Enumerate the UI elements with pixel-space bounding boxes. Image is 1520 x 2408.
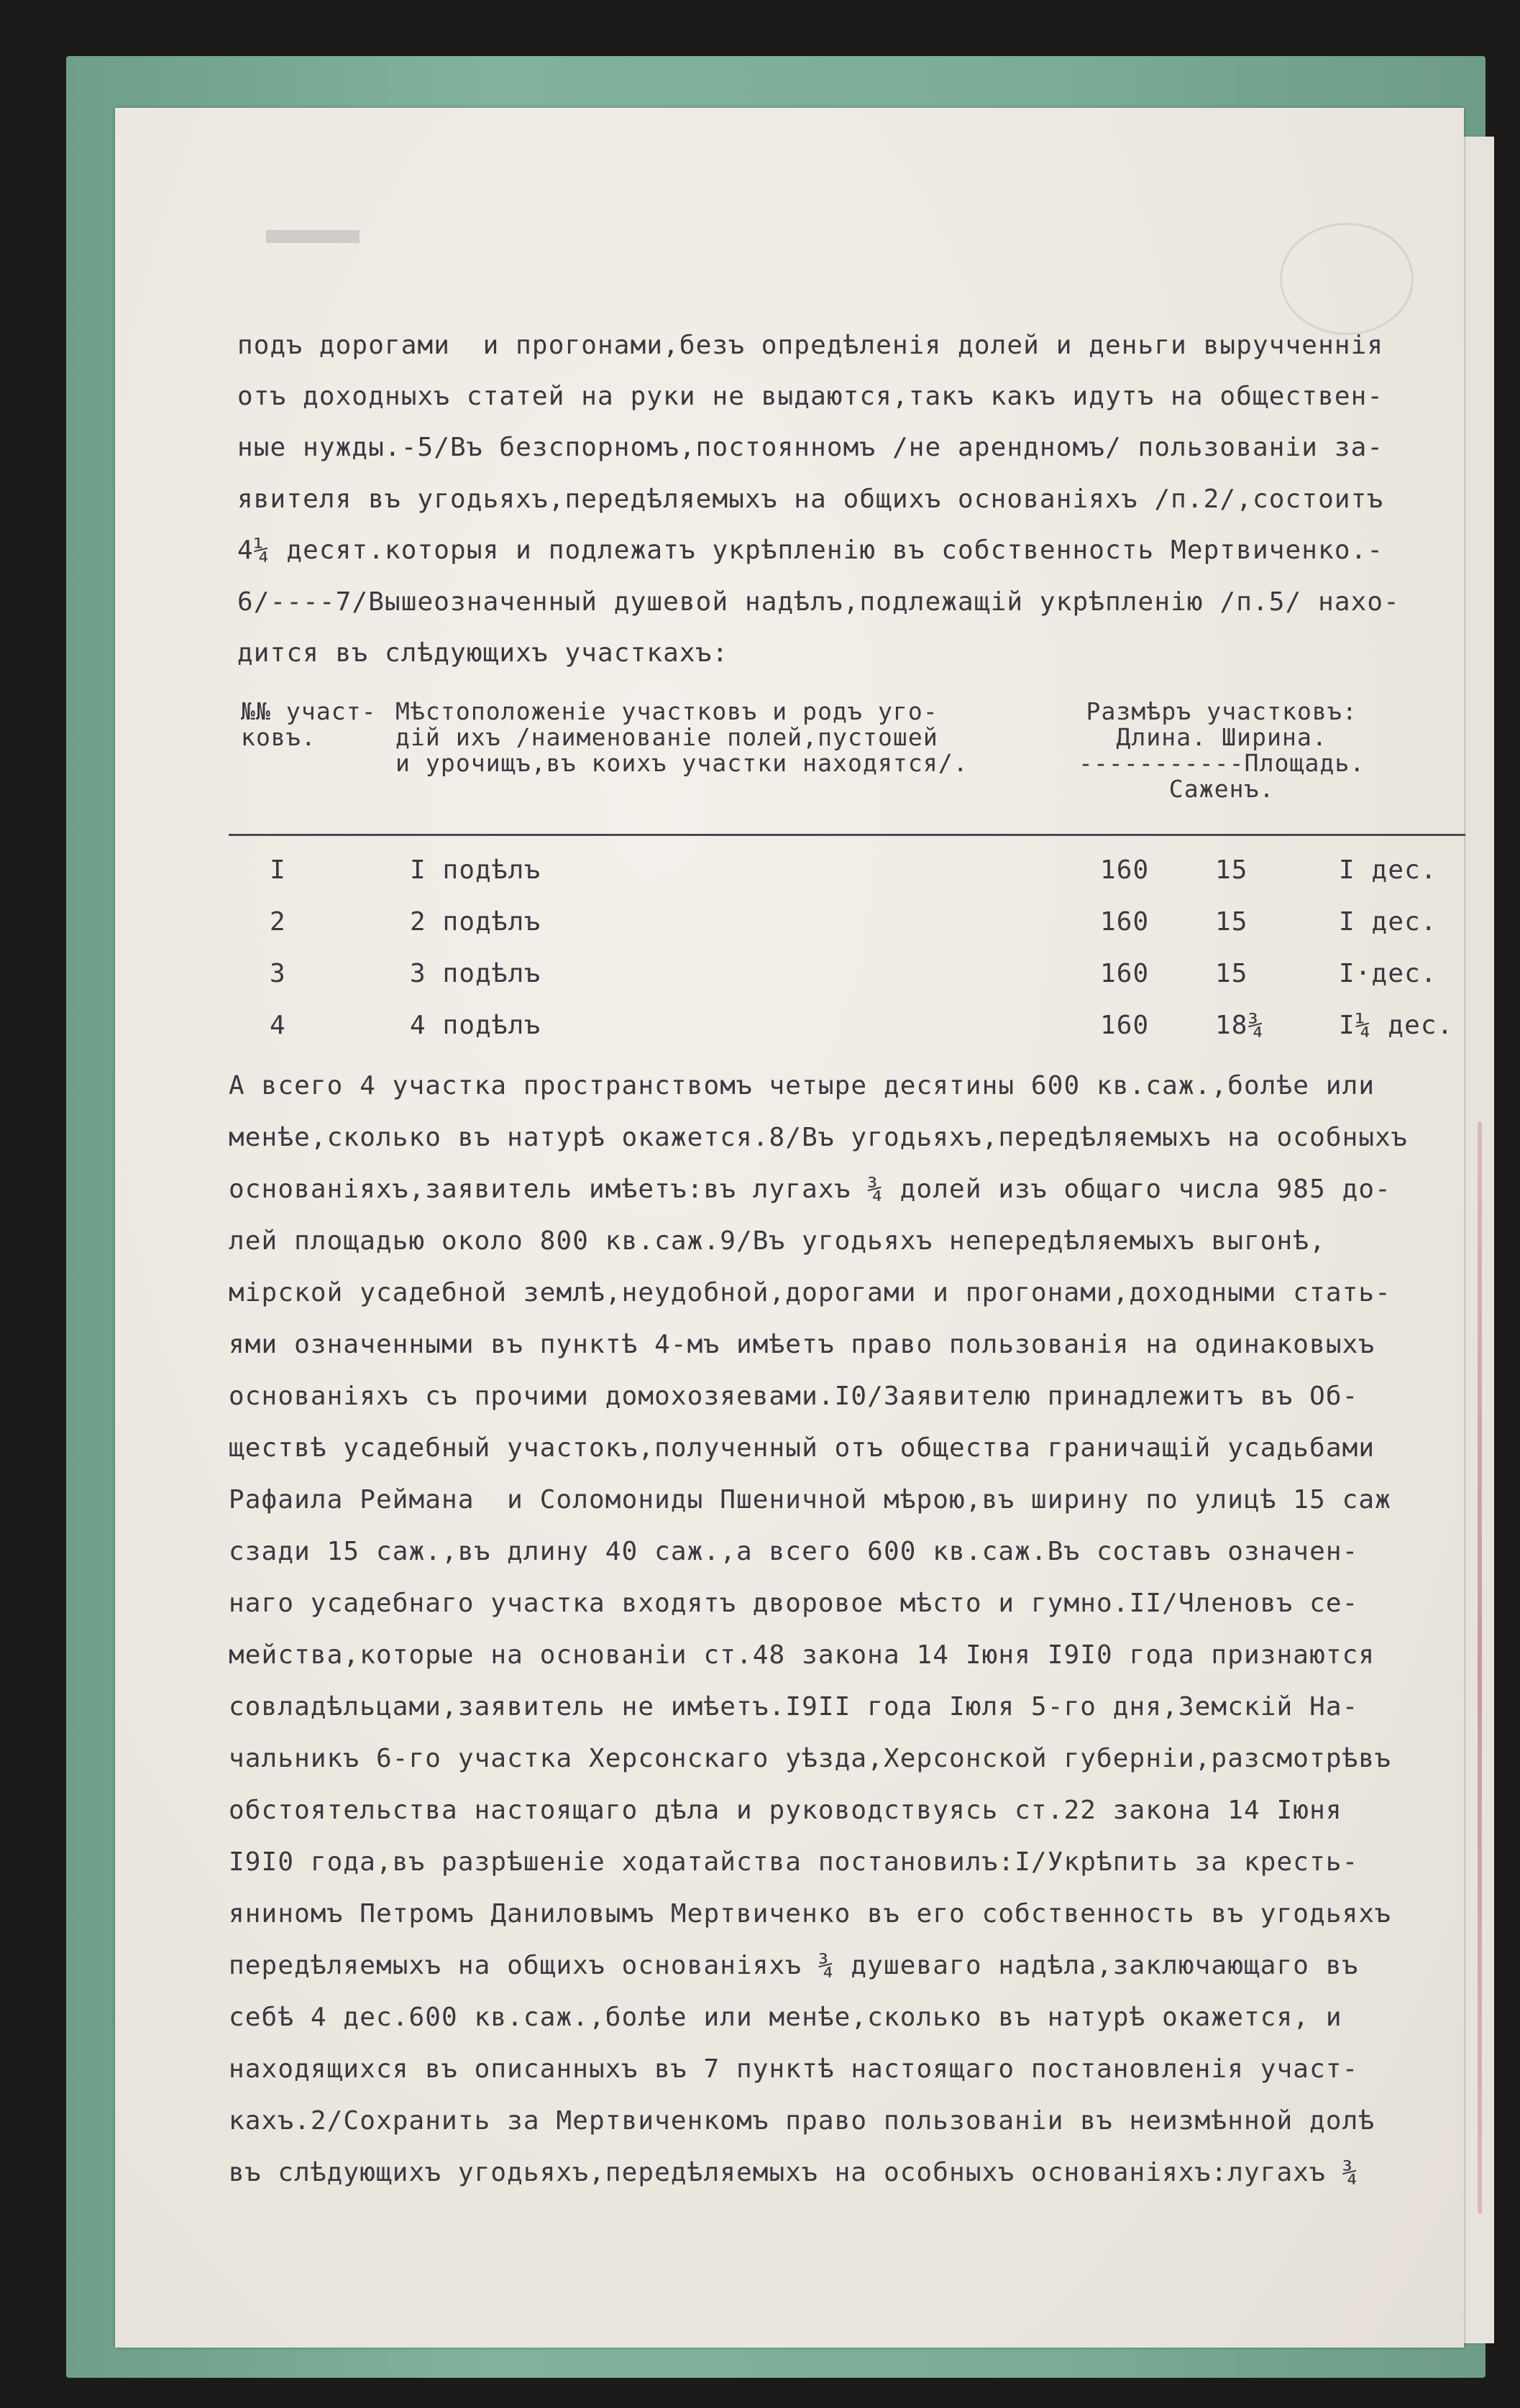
row-place: 2 подѣлъ xyxy=(410,907,541,937)
text-line: наго усадебнаго участка входятъ дворовое мѣсто и гумно.II/Членовъ се- xyxy=(229,1589,1359,1618)
text-line: 4¼ десят.которыя и подлежатъ укрѣпленію въ собственность Мертвиченко.- xyxy=(237,536,1384,565)
text-line: сзади 15 саж.,въ длину 40 саж.,а всего 600 кв.саж.Въ составъ означен- xyxy=(229,1537,1359,1566)
text-line: Рафаила Реймана и Соломониды Пшеничной мѣрою,въ ширину по улицѣ 15 саж xyxy=(229,1485,1391,1515)
text-line: 6/----7/Вышеозначенный душевой надѣлъ,подлежащій укрѣпленію /п.5/ нахо- xyxy=(237,587,1400,617)
row-length: 160 xyxy=(1100,1011,1150,1040)
row-place: I подѣлъ xyxy=(410,855,541,885)
text-line: дится въ слѣдующихъ участкахъ: xyxy=(237,638,729,668)
table-header-number: №№ участ- ковъ. xyxy=(241,697,377,751)
row-width: 18¾ xyxy=(1215,1011,1265,1040)
row-length: 160 xyxy=(1100,959,1150,988)
text-line: въ слѣдующихъ угодьяхъ,передѣляемыхъ на особныхъ основаніяхъ:лугахъ ¾ xyxy=(229,2158,1359,2187)
row-length: 160 xyxy=(1100,855,1150,885)
table-rule xyxy=(229,834,1465,836)
faint-header-mark xyxy=(266,230,360,243)
row-area: I дес. xyxy=(1339,907,1437,937)
table-header-size: Размѣръ участковъ: Длина. Ширина. -----------Площадь. Саженъ. xyxy=(1079,697,1365,803)
text-line: мейства,которые на основаніи ст.48 закона 14 Іюня I9I0 года признаются xyxy=(229,1640,1375,1670)
text-line: I9I0 года,въ разрѣшеніе ходатайства постановилъ:I/Укрѣпить за кресть- xyxy=(229,1847,1359,1877)
row-number: I xyxy=(270,855,286,885)
text-line: лей площадью около 800 кв.саж.9/Въ угодьяхъ непередѣляемыхъ выгонѣ, xyxy=(229,1226,1326,1256)
row-width: 15 xyxy=(1215,959,1248,988)
text-line: кахъ.2/Сохранить за Мертвиченкомъ право пользованіи въ неизмѣнной долѣ xyxy=(229,2106,1375,2136)
row-length: 160 xyxy=(1100,907,1150,937)
row-number: 3 xyxy=(270,959,286,988)
text-line: менѣе,сколько въ натурѣ окажется.8/Въ угодьяхъ,передѣляемыхъ на особныхъ xyxy=(229,1123,1408,1152)
text-line: ями означенными въ пунктѣ 4-мъ имѣетъ право пользованія на одинаковыхъ xyxy=(229,1330,1375,1359)
text-line: основаніяхъ,заявитель имѣетъ:въ лугахъ ¾ долей изъ общаго числа 985 до- xyxy=(229,1175,1391,1204)
row-place: 3 подѣлъ xyxy=(410,959,541,988)
row-area: I дес. xyxy=(1339,855,1437,885)
text-line: ществѣ усадебный участокъ,полученный отъ общества граничащій усадьбами xyxy=(229,1433,1375,1463)
row-width: 15 xyxy=(1215,855,1248,885)
table-header-location: Мѣстоположеніе участковъ и родъ уго- дій ихъ /наименованіе полей,пустошей и урочищъ,въ коихъ участки находятся/. xyxy=(395,697,969,777)
binding-string xyxy=(1478,1121,1482,2214)
text-line: подъ дорогами и прогонами,безъ опредѣленія долей и деньги выручченнія xyxy=(237,331,1384,360)
text-line: ные нужды.-5/Въ безспорномъ,постоянномъ /не арендномъ/ пользованіи за- xyxy=(237,433,1384,462)
faint-stamp xyxy=(1280,223,1414,335)
text-line: чальникъ 6-го участка Херсонскаго уѣзда,Херсонской губерніи,разсмотрѣвъ xyxy=(229,1744,1391,1773)
row-number: 4 xyxy=(270,1011,286,1040)
row-width: 15 xyxy=(1215,907,1248,937)
text-line: себѣ 4 дес.600 кв.саж.,болѣе или менѣе,сколько въ натурѣ окажется, и xyxy=(229,2003,1342,2032)
text-line: передѣляемыхъ на общихъ основаніяхъ ¾ душеваго надѣла,заключающаго въ xyxy=(229,1951,1359,1980)
text-line: отъ доходныхъ статей на руки не выдаются,такъ какъ идутъ на обществен- xyxy=(237,382,1384,411)
text-line: находящихся въ описанныхъ въ 7 пунктѣ настоящаго постановленія участ- xyxy=(229,2054,1359,2084)
text-line: яниномъ Петромъ Даниловымъ Мертвиченко въ его собственность въ угодьяхъ xyxy=(229,1899,1391,1929)
text-line: совладѣльцами,заявитель не имѣетъ.I9II года Іюля 5-го дня,Земскій На- xyxy=(229,1692,1359,1722)
text-line: явителя въ угодьяхъ,передѣляемыхъ на общихъ основаніяхъ /п.2/,состоитъ xyxy=(237,484,1384,514)
text-line: мірской усадебной землѣ,неудобной,дорогами и прогонами,доходными стать- xyxy=(229,1278,1391,1308)
row-area: I·дес. xyxy=(1339,959,1437,988)
text-line: А всего 4 участка пространствомъ четыре десятины 600 кв.саж.,болѣе или xyxy=(229,1071,1375,1100)
text-line: основаніяхъ съ прочими домохозяевами.I0/Заявителю принадлежитъ въ Об- xyxy=(229,1382,1359,1411)
text-line: обстоятельства настоящаго дѣла и руководствуясь ст.22 закона 14 Іюня xyxy=(229,1796,1342,1825)
row-area: I¼ дес. xyxy=(1339,1011,1454,1040)
row-number: 2 xyxy=(270,907,286,937)
row-place: 4 подѣлъ xyxy=(410,1011,541,1040)
